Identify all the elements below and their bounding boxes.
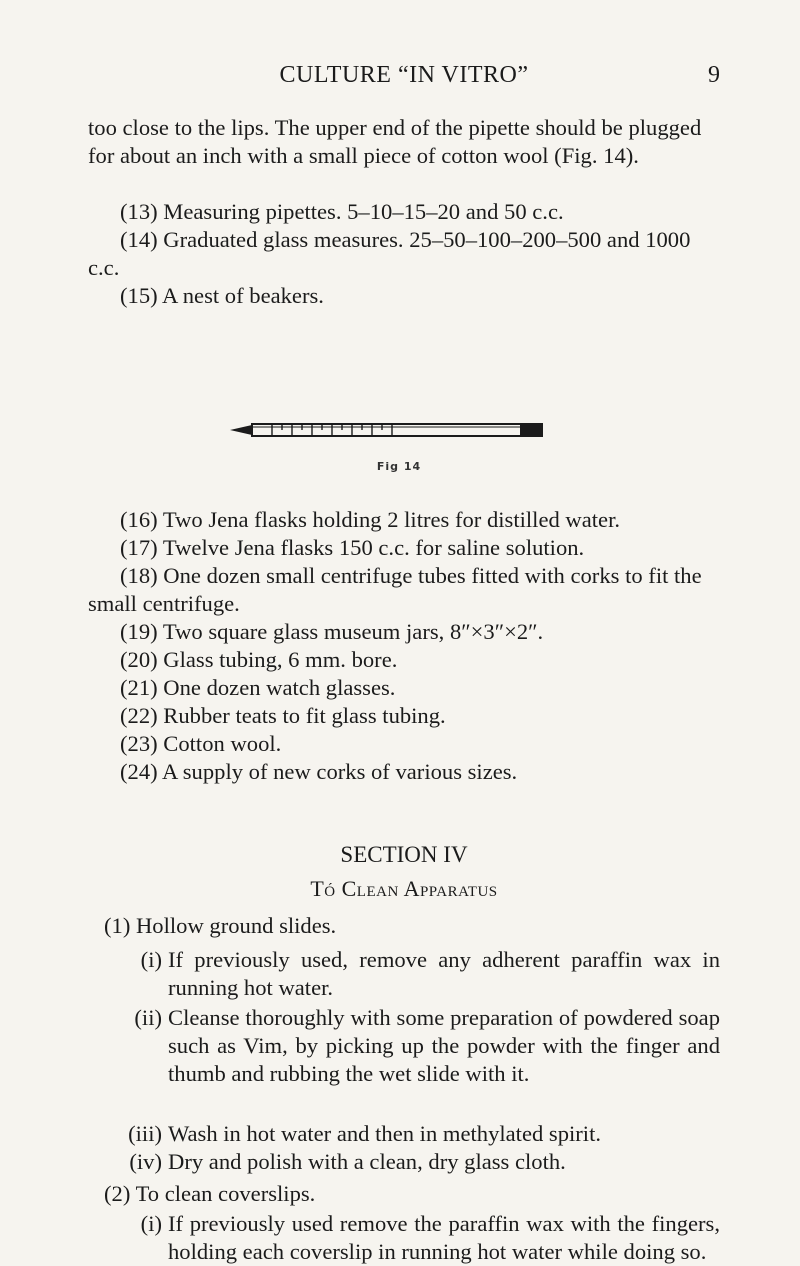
running-title: CULTURE “IN VITRO” [279,62,529,88]
sub-item [126,1004,720,1088]
list-item-15: (15) A nest of beakers. [120,283,324,308]
list-item-21: (21) One dozen watch glasses. [120,675,396,700]
sub-item-text: Cleanse thoroughly with some preparation of powdered soap such as Vim, by picking up the powder with the finger and thumb and rubbing the wet slide with it. [168,1005,720,1086]
sub-item [126,1148,720,1176]
section-item-1: (1) Hollow ground slides. [104,913,337,938]
section-subheading: Tó Clean Apparatus [310,876,498,901]
list-item-13: (13) Measuring pipettes. 5–10–15–20 and 50 c.c. [120,199,564,224]
sub-item [126,946,720,1002]
sub-item-number: (iii) [128,1121,162,1146]
sub-item-number: (i) [140,947,162,972]
list-item-18: (18) One dozen small centrifuge tubes fitted with corks to fit the small centrifuge. [88,563,702,616]
section-item-2: (2) To clean coverslips. [104,1181,316,1206]
list-item-24: (24) A supply of new corks of various sizes. [120,759,518,784]
list-item-19: (19) Two square glass museum jars, 8″×3″×2″. [120,619,544,644]
sub-item-number: (i) [140,1211,162,1236]
running-head [88,62,720,96]
figure-caption: Fig 14 [376,460,422,473]
sub-item-text: Wash in hot water and then in methylated spirit. [168,1121,602,1146]
list-item-20: (20) Glass tubing, 6 mm. bore. [120,647,398,672]
figure-14 [228,412,570,480]
list-item-14: (14) Graduated glass measures. 25–50–100–200–500 and 1000 c.c. [88,227,691,280]
continuation-paragraph: too close to the lips. The upper end of the pipette should be plugged for about an inch with a small piece of cotton wool (Fig. 14). [88,115,702,168]
list-item-17: (17) Twelve Jena flasks 150 c.c. for saline solution. [120,535,585,560]
sub-item-text: Dry and polish with a clean, dry glass cloth. [168,1149,566,1174]
sub-item-number: (iv) [129,1149,162,1174]
list-item-16: (16) Two Jena flasks holding 2 litres for distilled water. [120,507,620,532]
sub-item-text: If previously used, remove any adherent paraffin wax in running hot water. [168,947,720,1000]
list-item-22: (22) Rubber teats to fit glass tubing. [120,703,446,728]
page-number: 9 [708,62,720,88]
section-heading: SECTION IV [340,842,468,867]
list-item-23: (23) Cotton wool. [120,731,282,756]
sub-item-text: If previously used remove the paraffin wax with the fingers, holding each coverslip in running hot water while doing so. [168,1211,720,1264]
sub-item-number: (ii) [134,1005,162,1030]
sub-item [126,1120,720,1148]
pipette-illustration-icon [228,412,570,452]
